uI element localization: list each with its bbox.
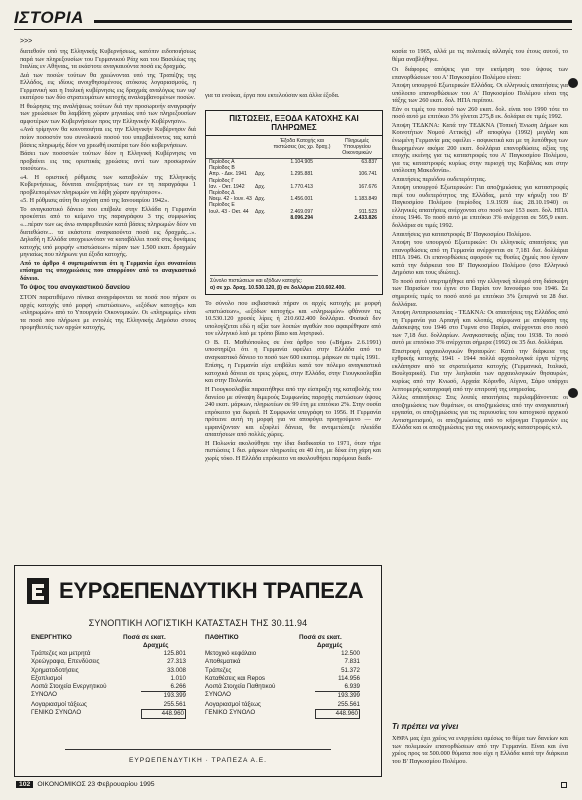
paragraph: Άποψη υπουργού Εξωτερικών: Για αποζημιώσεις για καταστροφές περί του ουδετερότητος της Ελλάδας, μετά την κήρυξη του Β' Παγκοσμίου Πολέμου (περίοδος 1.9.1939 έως 28.10.1940) οι ελληνικές απαιτήσεις ανέρχονται στο ποσό των 153 εκατ. δολ. ΗΠΑ έτους 1946. Το ποσό αυτό με επιτόκιο 3% ανέρχεται σε 595,9 εκατ. δολλάρια σε τιμές 1992. (392, 184, 568, 230)
statement-label: ΣΥΝΟΛΟ (31, 691, 57, 699)
statement-label: Χρεώγραφα, Επενδύσεις (31, 658, 100, 666)
paragraph: Ο Β. Π. Μαθιόπουλος σε ένα άρθρο του («Βήμα» 2.6.1991) υποστηρίζει ότι η Γερμανία οφείλει στην Ελλάδα από το αναγκαστικό δάνειο το ποσό των 600 εκατομ. μάρκων σε τιμές 1991. (205, 338, 381, 361)
paragraph: για τα ενοίκια, έργα που εκτελούσαν και άλλα έξοδα. (205, 92, 340, 99)
statement-label: Χρηματοδοτήσεις (31, 666, 79, 674)
table-cell: 167.676 (358, 183, 377, 190)
liabilities-list (205, 650, 360, 719)
table-cell: 8.096.294 (290, 214, 313, 221)
table-cell: 2.433.826 (354, 214, 377, 221)
article-column-2-top (205, 92, 381, 108)
statement-label: Μετοχικό κεφάλαιο (205, 650, 257, 657)
binder-hole-icon (568, 78, 578, 88)
statement-row (205, 709, 360, 719)
statement-value: 255.561 (337, 700, 360, 708)
paragraph: Άποψη ΤΕΔΚΝΑ: Κατά την ΤΕΔΚΝΑ (Τοπική Ένωση Δήμων και Κοινοτήτων Νομού Αττικής) «θ' αποφύγω (1992) μεγάλη και ένωμένη Γερμανία μας οφείλει - ασφυκτικά και με τη λυπόθηκη των θεωρημένων ακόμα 200 εκατ. δολλάρια επανορθώσεις αξίας της εποχής εκείνης για τις καταστροφές του Α' Παγκοσμίου Πολέμου, για τις καταστροφές κυρίως στην περιοχή της Καβάλας και στην υπόλοιπη Μακεδονία». (392, 121, 568, 175)
statement-value: 1.010 (170, 674, 186, 682)
statement-value: 6.266 (170, 683, 186, 691)
statement-value: 33.008 (167, 666, 186, 674)
statement-label: Τράπεζες και μετρητά (31, 650, 91, 657)
paragraph: Η Γιουγκοσλαβία παραιτήθηκε από την είσπραξη της καταβολής του δανείου με σύναψη διμερούς Συμφωνίας παροχής πιστώσεων ύψους 240 εκατ. μάρκων, πληρωτέων σε 99 έτη με επιτόκιο 2%. Στην ουσία επρόκειτο για δωρεά. Η Συμφωνία υπεγράφη το 1956. Η Γερμανία πρότεινε αυτή τη μορφή για να αποφύγει προηγούμενο — αν εμφανίζονταν και εξοφλεί δάνεια, θα αντιμετώπιζε πλειάδα απαιτήσεων από πολλές χώρες. (205, 386, 381, 439)
table-cell: Περίοδος Ε (209, 202, 235, 209)
article-column-1 (20, 48, 196, 556)
page-number: 102 (16, 781, 33, 788)
paragraph: «5. Η ρύθμισις αύτη θα ισχύση από της Ιανουαρίου 1942». (20, 197, 169, 205)
paragraph-bold: Από το άρθρο 4 συμπεραίνεται ότι η Γερμανία έχει συναινέσει επίσημα τις υποχρεώσεις που απορρέουν από το αναγκαστικό δάνειο. (20, 259, 196, 282)
table-cell: 1.295.881 (290, 171, 313, 178)
statement-row (31, 650, 186, 658)
bank-footer: ΕΥΡΩΕΠΕΝΔΥΤΙΚΗ · ΤΡΑΠΕΖΑ Α.Ε. (129, 757, 267, 764)
statement-title: ΣΥΝΟΠΤΙΚΗ ΛΟΓΙΣΤΙΚΗ ΚΑΤΑΣΤΑΣΗ ΤΗΣ 30.11.94 (88, 618, 308, 628)
closing-paragraph (392, 735, 568, 777)
table-cell: Δρχ. (255, 183, 266, 190)
continuation-marker: >>> (20, 38, 33, 45)
table-cell: 106.741 (358, 171, 377, 178)
table-cell: Περίοδος Α (209, 159, 235, 165)
table-cell: 1.183.849 (354, 196, 377, 203)
statement-value: 448.960 (315, 709, 360, 719)
paragraph: Άποψη του υπουργού Εξωτερικών: Οι ελληνικές απαιτήσεις για επανορθώσεις από τη Γερμανία ανέρχονται σε 7,181 δισ. δολλάρια ΗΠΑ 1946. Οι επανορθώσεις αφορούν τις θυσίες ζημιές που έγιναν κατά την διάρκεια του Β' Παγκοσμίου Πολέμου (στο Ελληνικό Δημόσιο και τους ιδιώτες). (392, 239, 568, 277)
assets-list (31, 650, 186, 719)
table-cell: Ιαν. - Οκτ. 1942 (209, 183, 245, 190)
statement-row (31, 709, 186, 719)
credits-table (205, 110, 383, 295)
statement-value: 6.939 (344, 683, 360, 691)
table-header-cell: Πληρωμές Υπουργείου Οικονομικών (342, 138, 372, 156)
statement-value: 448.960 (141, 709, 186, 719)
intro-text: Οι διάφορες απόψεις για την εκτίμηση του ύψους των επανορθώσεων του Α' Παγκοσμίου Πολέμου είναι: (392, 66, 568, 81)
table-cell: 911.523 (358, 208, 377, 215)
table-cell: Δρχ. (255, 171, 266, 178)
section-header (14, 6, 572, 30)
statement-row (205, 658, 360, 666)
article-column-3 (392, 48, 568, 736)
statement-row (31, 691, 186, 700)
statement-label: Καταθέσεις και Repos (205, 674, 265, 682)
statement-value: 51.372 (341, 666, 360, 674)
statement-value: 255.561 (163, 700, 186, 708)
table-cell: 1.770.413 (290, 183, 313, 190)
liabilities-title: ΠΑΘΗΤΙΚΟ (205, 634, 239, 641)
statement-row (205, 667, 360, 675)
paragraph: «Ανά τρίμηνον θα κοινοποιήται εις την Ελληνικήν Κυβέρνησιν διά ποίον ποσοστόν του συνολικού ποσού του υπερβαίνοντος τας κατά βάσεις πληρωμής δέον να χρεωθή εκατέρα των δύο κυβερνήσεων. (20, 126, 196, 149)
table-cell: 1.456.001 (290, 196, 313, 203)
page-footer (16, 781, 155, 788)
statement-value: 193.399 (315, 691, 360, 700)
table-header (206, 136, 382, 159)
subheading: Το ύψος του αναγκαστικού δανείου (20, 284, 130, 292)
table-title: ΠΙΣΤΩΣΕΙΣ, ΕΞΟΔΑ ΚΑΤΟΧΗΣ ΚΑΙ ΠΛΗΡΩΜΕΣ (206, 111, 382, 136)
assets-title: ΕΝΕΡΓΗΤΙΚΟ (31, 634, 72, 641)
statement-label: Λογαριασμοί τάξεως (31, 700, 87, 708)
table-cell: 1.104.905 (290, 159, 313, 165)
table-cell: Δρχ. (255, 196, 266, 203)
table-cell: Απρ. - Δεκ. 1941 (209, 171, 247, 178)
paragraph: Η Πολωνία ακολούθησε την ίδια διαδικασία το 1971, όταν τήρε πιστώσεις 1 δισ. μάρκων πληρωτέες σε 40 έτη, με δέκα έτη χάρη και χωρίς τόκο. Η Ελλάδα επρόκειτο να ακολουθήσει παρόμοια διαδι- (205, 439, 381, 462)
column-3-paragraphs (392, 82, 568, 432)
bank-name: ΕΥΡΩΕΠΕΝΔΥΤΙΚΗ ΤΡΑΠΕΖΑ (59, 578, 364, 603)
table-cell (255, 215, 271, 221)
paragraph: ΧΘΡΑ μας έχει χρέος να ενεργείσει αμέσως το θέμα των δανείων και των πολεμικών επανορθώσεων από την Γερμανία. Είναι και ένα χρέος προς τα 500.000 θύματα που είχε η Ελλάδα κατά την διάρκεια του Β' Παγκοσμίου Πολέμου. (392, 735, 568, 765)
statement-value: 27.313 (167, 658, 186, 666)
table-header-cell: Έξοδα Κατοχής και πιστώσεις (εις χρ. δραχ.) (273, 138, 331, 150)
statement-label: Εξοπλισμοί (31, 674, 63, 682)
statement-label: Λοιπά Στοιχεία Παθητικού (205, 683, 276, 691)
table-footer (210, 275, 378, 291)
end-mark-icon (561, 782, 567, 788)
assets-currency: Δραχμές (143, 642, 169, 649)
statement-row (205, 650, 360, 658)
statement-label: Τράπεζες (205, 666, 232, 674)
statement-value: 114.956 (338, 674, 360, 682)
statement-row (31, 667, 186, 675)
table-cell: Δρχ. (255, 208, 266, 215)
table-cell: Περίοδος Β (209, 165, 235, 172)
header-rule (94, 20, 572, 23)
footer-rule (65, 749, 331, 750)
paragraph: κασία το 1965, αλλά με τις πολιτικές αλλαγές του έτους αυτού, το θέμα αναβλήθηκε. (392, 48, 568, 63)
table-header-cell (206, 138, 272, 156)
table-cell (209, 215, 255, 221)
statement-row (205, 691, 360, 700)
paragraph: Άποψη υπουργού Εξωτερικών Ελλάδας. Οι ελληνικές απαιτήσεις για υπόλοιπο επανορθώσεων του Α' Παγκοσμίου Πολέμου είναι της τάξης των 260 εκατ. δολ. ΗΠΑ περίπου. (392, 82, 568, 105)
statement-value: 7.831 (344, 658, 360, 666)
liabilities-amount-header: Ποσά σε εκατ. (299, 634, 342, 641)
statement-row (205, 683, 360, 691)
table-footnote: Σύνολο πιστώσεων και εξόδων κατοχής: (210, 278, 303, 284)
statement-label: Λογαριασμοί τάξεως (205, 700, 261, 708)
table-body (206, 159, 382, 221)
table-cell: Νοεμ. 42 - Ιουν. 43 (209, 196, 252, 203)
liabilities-currency: Δραχμές (317, 642, 343, 649)
article-column-2 (205, 300, 381, 555)
statement-row (31, 683, 186, 691)
paragraph: Το σύνολο που εκβιαστικά πήραν οι αρχές κατοχής με μορφή «πιστώσεων», «εξόδων κατοχής» και «πληρωμών» φθάνουν τις 10.530.120 χρυσές λίρες ή 210.602.400 δολλάρια. Φυσικά δεν υπολογίζεται εδώ η αξία των λοιπών αγαθών που αφαιρέθηκαν από τον ελληνικό λαό με τρόπο βίαιο και ληστρικό. (205, 300, 381, 338)
paragraph: Άποψη Αντιπροσωπείας - ΤΕΔΚΝΑ: Οι απαιτήσεις της Ελλάδος από τη Γερμανία για Αρπαγή και κλοπές, σύμφωνα με απόφαση της Διάσκεψης του 1946 στο Γυμνα στο Παρίσι, ανέρχονται στο ποσό των 7,18 δισ. δολλαρίων. Αναγκαστικής αξίας του 1938. Το ποσό αυτό με επιτόκιο 3% ανέρχεται σήμερα (1992) σε 35 δισ. δολλάρια. (392, 309, 568, 347)
table-cell: Περίοδος Γ (209, 177, 235, 184)
paragraph: Εάν οι τιμές του ποσού των 260 εκατ. δολ. είναι του 1990 τότε το ποσό αυτό με επιτόκιο 3% γίνεται 275,8 εκ. δολάρια σε τιμές 1992. (392, 105, 568, 121)
paragraph: Απαιτήσεις περιόδου ουδετερότητας. (392, 175, 487, 183)
subheading-what-to-do: Τι πρέπει να γίνει (392, 722, 459, 731)
section-title: ΙΣΤΟΡΙΑ (14, 8, 84, 27)
statement-value: 193.399 (141, 691, 186, 700)
table-row (206, 215, 382, 221)
paragraph: Το ποσό αυτό υπερτιμήθηκε από την ελληνική πλευρά στη διάσκεψη των Παρισίων του έγινε στο Παρίσι τον Ιανουάριο του 1946. Σε σημερινές τιμές το ποσό αυτό με επιτόκιο 3% ξεπερνά τα 28 δισ. δολλάρια. (392, 277, 568, 308)
statement-row (31, 658, 186, 666)
statement-value: 12.500 (341, 650, 360, 657)
paragraph: Το αναγκαστικό δάνειο που επέβαλε στην Ελλάδα η Γερμανία προκύπτει από το κείμενο της παραγράφου 3 της συμφωνίας «...πέραν των ως άνω αναφερθεισών κατά βάσεις πληρωμών δέον να διατεθώσιν... τα εκάστοτε αναγκαιούντα ποσά εις δραχμάς...». Δηλαδή η Ελλάδα υποχρεωνόταν να καταβάλλει ποσά στις δυνάμεις κατοχής υπό μορφήν «πιστώσεων» πέραν των 1.500 εκατ. δραχμών μηνιαίως που πλήρωνε για έξοδα κατοχής. (20, 205, 196, 259)
paragraph: Η θεώρησις της αναλήψεως τούτων διά την προσωρινήν αναγραφήν των χρεώσεων θα λαμβάνη χώραν μηνιαίως υπό των πληρεξουσίων αμφοτέρων των Κυβερνήσεων προς την Ελληνικήν Κυβέρνησιν». (20, 102, 196, 125)
magazine-issue: ΟΙΚΟΝΟΜΙΚΟΣ 23 Φεβρουαρίου 1995 (37, 781, 155, 788)
statement-label: ΓΕΝΙΚΟ ΣΥΝΟΛΟ (31, 709, 82, 717)
paragraph: Απαιτήσεις για καταστροφές Β' Παγκοσμίου Πολέμου. (392, 230, 532, 238)
bank-advertisement (14, 565, 382, 777)
paragraph: διατεθούν υπό της Ελληνικής Κυβερνήσεως, κατόπιν ειδοποιήσεως παρά των πληρεξουσίων του Γερμανικού Ράιχ και του Βασιλέως της Ιταλίας εν Αθήναις, τα εκάστοτε αναγκαιούντα ποσά εις δραχμάς. (20, 48, 196, 71)
table-cell: Ιουλ. 43 - Οκτ. 44 (209, 208, 249, 215)
paragraph: Άλλες απαιτήσεις: Στις λοιπές απαιτήσεις περιλαμβάνονται: οι αποζημιώσεις των θυμάτων, οι αποζημιώσεις από την αναγκαστική εργασία, οι αποζημιώσεις για τις περιουσίες του κατοχικού αρχικού Αντισημιτισμού, οι αποζημιώσεις από το κήρυγμα Γερμανών εις Ελλάδα και οι αποζημιώσεις για της οικονομικής καταστροφές κτλ. (392, 394, 568, 432)
statement-row (31, 675, 186, 683)
statement-row (205, 701, 360, 709)
statement-row (205, 675, 360, 683)
assets-amount-header: Ποσά σε εκατ. (123, 634, 166, 641)
statement-label: Λοιπά Στοιχεία Ενεργητικού (31, 683, 107, 691)
binder-hole-icon (568, 388, 578, 398)
statement-label: ΓΕΝΙΚΟ ΣΥΝΟΛΟ (205, 709, 256, 717)
table-cell: 63.837 (361, 159, 377, 165)
paragraph: «4. Η οριστική ρύθμισις των καταβολών της Ελληνικής Κυβερνήσεως, δύναται ανεξαρτήτως των εν τη παραγράφω 1 προβλεπομένων πληρωμών να λάβη χώραν αργότερον». (20, 173, 196, 196)
paragraph: Επίσης, η Γερμανία είχε επιβάλει κατά τον πόλεμο αναγκαστικά κατοχικά δάνεια σε τρεις χώρες, στην Ελλάδα, στην Γιουγκοσλαβία και στην Πολωνία. (205, 362, 381, 385)
table-footnote: α) σε χρ. δραχ. 10.530.120, β) σε δολλάρια 210.602.400. (210, 284, 346, 291)
paragraph: Διά των ποσών τούτων θα χρεώνονται υπό της Τραπέζης της Ελλάδος, εις ιδίους ανοιχθησομένους ατόκους λογαριασμούς, η Γερμανική και η Ιταλική κυβέρνησις εις δραχμάς αναλόγως των υφ' εκατέρου των δύο στρατευμάτων κατοχής αναλαμβανομένων ποσών. (20, 71, 196, 102)
statement-row (31, 701, 186, 709)
statement-label: Αποθεματικά (205, 658, 241, 666)
statement-label: ΣΥΝΟΛΟ (205, 691, 231, 699)
table-cell: 2.469.097 (290, 208, 313, 215)
statement-value: 125.801 (163, 650, 186, 657)
paragraph: Επιστροφή αρχαιολογικών θησαυρών: Κατά την διάρκεια της εχθρικής κατοχής 1941 - 1944 πολλά αρχαιολογικά έργα τέχνης εκλάπησαν από τα στρατεύματα κατοχής (Γερμανικά, Ιταλικά, Βουλγαρικά). Για την λεηλασία των αρχαιολογικών θησαυρών, κυρίως από την Κνωσό, Αρχαία Κόρινθο, Αίγινα, Σάμο υπάρχει λεπτομερής καταγραφή από την επιτροπή της υπηρεσίας. (392, 347, 568, 393)
paragraph: Βάσει των ποσοστών τούτων δέον η Ελληνική Κυβέρνησις να προβαίνει εις τας οριστικάς χρεώσεις αντί των προσωρινών τοιούτων». (20, 150, 196, 173)
table-cell: Περίοδος Δ (209, 190, 235, 197)
bank-logo-icon (25, 576, 53, 606)
paragraph-intro (392, 66, 568, 81)
paragraph: ΣΤΟΝ παρατιθέμενο πίνακα αναγράφονται τα ποσά που πήραν οι αρχές κατοχής υπό μορφή «πιστώσεων», «εξόδων κατοχής» και «πληρωμών» από το Υπουργείο Οικονομικών. Οι «πληρωμές» είναι τα ποσά που πλήρωνε με εντολές της Ελληνικής Δημόσιο στους προμηθευτές των αρχών κατοχής, (20, 293, 196, 332)
